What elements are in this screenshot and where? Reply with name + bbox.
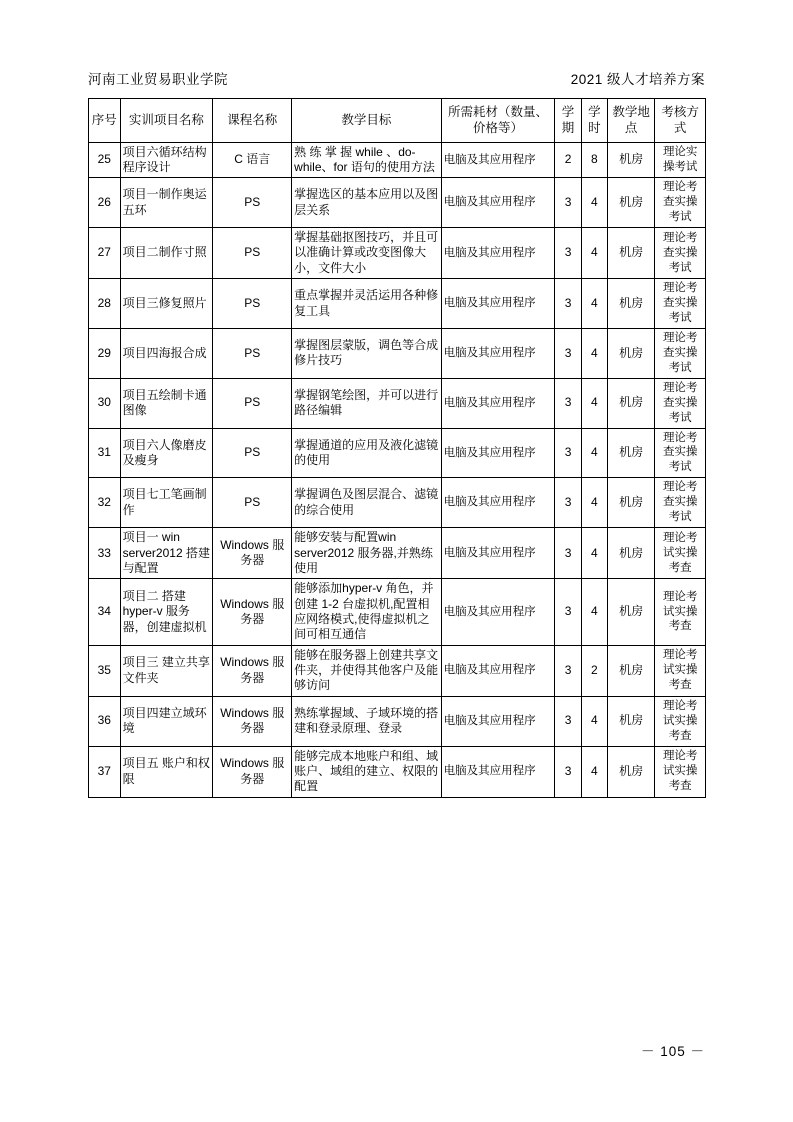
- table-row: [89, 228, 706, 279]
- cell-no: 34: [89, 579, 121, 645]
- cell-exam: 理论实操考试: [655, 142, 706, 178]
- cell-goal: 能够添加hyper-v 角色，并创建 1-2 台虚拟机,配置相应网络模式,使得虚拟机之间可相互通信: [292, 579, 442, 645]
- page-header: [88, 68, 705, 88]
- cell-hours: 8: [581, 142, 607, 178]
- cell-project: 项目一 win server2012 搭建与配置: [120, 528, 213, 579]
- cell-no: 30: [89, 378, 121, 428]
- cell-hours: 4: [581, 279, 607, 329]
- cell-course: PS: [213, 228, 292, 279]
- cell-term: 3: [555, 478, 581, 528]
- cell-exam: 理论考查实操考试: [655, 478, 706, 528]
- cell-course: Windows 服务器: [213, 528, 292, 579]
- table-row: [89, 478, 706, 528]
- cell-course: Windows 服务器: [213, 746, 292, 797]
- cell-no: 28: [89, 279, 121, 329]
- training-projects-table-wrapper: [88, 98, 706, 798]
- cell-place: 机房: [608, 142, 655, 178]
- cell-material: 电脑及其应用程序: [441, 428, 555, 478]
- page-number: － 105 －: [640, 1044, 705, 1059]
- cell-place: 机房: [608, 746, 655, 797]
- cell-material: 电脑及其应用程序: [441, 696, 555, 746]
- cell-term: 3: [555, 228, 581, 279]
- cell-place: 机房: [608, 228, 655, 279]
- cell-project: 项目七工笔画制作: [120, 478, 213, 528]
- cell-goal: 掌握基础抠图技巧，并且可以准确计算或改变图像大小，文件大小: [292, 228, 442, 279]
- column-header-material: 所需耗材（数量、价格等）: [441, 99, 555, 143]
- cell-goal: 熟练掌握域、子域环境的搭建和登录原理、登录: [292, 696, 442, 746]
- cell-no: 25: [89, 142, 121, 178]
- cell-exam: 理论考查实操考试: [655, 228, 706, 279]
- cell-place: 机房: [608, 279, 655, 329]
- cell-project: 项目二制作寸照: [120, 228, 213, 279]
- cell-project: 项目一制作奥运五环: [120, 178, 213, 228]
- cell-material: 电脑及其应用程序: [441, 645, 555, 696]
- cell-place: 机房: [608, 528, 655, 579]
- table-row: [89, 579, 706, 645]
- cell-no: 35: [89, 645, 121, 696]
- cell-goal: 掌握图层蒙版，调色等合成修片技巧: [292, 328, 442, 378]
- cell-course: PS: [213, 428, 292, 478]
- cell-hours: 4: [581, 746, 607, 797]
- cell-term: 3: [555, 178, 581, 228]
- cell-no: 36: [89, 696, 121, 746]
- cell-material: 电脑及其应用程序: [441, 579, 555, 645]
- cell-hours: 4: [581, 528, 607, 579]
- cell-exam: 理论考试实操考查: [655, 579, 706, 645]
- table-body: [89, 142, 706, 797]
- cell-exam: 理论考查实操考试: [655, 428, 706, 478]
- cell-exam: 理论考查实操考试: [655, 178, 706, 228]
- cell-goal: 能够安装与配置win server2012 服务器,并熟练使用: [292, 528, 442, 579]
- cell-hours: 4: [581, 478, 607, 528]
- cell-place: 机房: [608, 178, 655, 228]
- column-header-hours: 学时: [581, 99, 607, 143]
- cell-project: 项目三 建立共享文件夹: [120, 645, 213, 696]
- cell-term: 3: [555, 579, 581, 645]
- cell-exam: 理论考试实操考查: [655, 696, 706, 746]
- cell-course: Windows 服务器: [213, 645, 292, 696]
- cell-goal: 掌握通道的应用及液化滤镜的使用: [292, 428, 442, 478]
- cell-no: 27: [89, 228, 121, 279]
- column-header-exam: 考核方式: [655, 99, 706, 143]
- table-row: [89, 142, 706, 178]
- cell-material: 电脑及其应用程序: [441, 528, 555, 579]
- cell-material: 电脑及其应用程序: [441, 178, 555, 228]
- cell-exam: 理论考查实操考试: [655, 378, 706, 428]
- cell-goal: 能够完成本地账户和组、域账户、域组的建立、权限的配置: [292, 746, 442, 797]
- cell-goal: 能够在服务器上创建共享文件夹，并使得其他客户及能够访问: [292, 645, 442, 696]
- cell-course: PS: [213, 478, 292, 528]
- cell-hours: 4: [581, 378, 607, 428]
- cell-term: 3: [555, 328, 581, 378]
- cell-material: 电脑及其应用程序: [441, 228, 555, 279]
- column-header-term: 学期: [555, 99, 581, 143]
- cell-material: 电脑及其应用程序: [441, 279, 555, 329]
- training-projects-table: [88, 98, 706, 798]
- cell-project: 项目六循环结构程序设计: [120, 142, 213, 178]
- cell-place: 机房: [608, 645, 655, 696]
- cell-project: 项目二 搭建hyper-v 服务器，创建虚拟机: [120, 579, 213, 645]
- cell-hours: 4: [581, 428, 607, 478]
- cell-place: 机房: [608, 378, 655, 428]
- column-header-goal: 教学目标: [292, 99, 442, 143]
- cell-goal: 重点掌握并灵活运用各种修复工具: [292, 279, 442, 329]
- table-row: [89, 746, 706, 797]
- cell-place: 机房: [608, 428, 655, 478]
- cell-hours: 4: [581, 696, 607, 746]
- cell-material: 电脑及其应用程序: [441, 478, 555, 528]
- cell-exam: 理论考试实操考查: [655, 528, 706, 579]
- cell-course: C 语言: [213, 142, 292, 178]
- table-row: [89, 178, 706, 228]
- cell-exam: 理论考查实操考试: [655, 279, 706, 329]
- cell-goal: 熟 练 掌 握 while 、do-while、for 语句的使用方法: [292, 142, 442, 178]
- cell-place: 机房: [608, 579, 655, 645]
- table-row: [89, 696, 706, 746]
- cell-project: 项目四建立域环境: [120, 696, 213, 746]
- cell-place: 机房: [608, 478, 655, 528]
- table-row: [89, 378, 706, 428]
- column-header-project: 实训项目名称: [120, 99, 213, 143]
- cell-term: 3: [555, 378, 581, 428]
- cell-material: 电脑及其应用程序: [441, 746, 555, 797]
- cell-hours: 4: [581, 228, 607, 279]
- cell-hours: 4: [581, 328, 607, 378]
- cell-place: 机房: [608, 696, 655, 746]
- cell-project: 项目五绘制卡通图像: [120, 378, 213, 428]
- cell-course: Windows 服务器: [213, 696, 292, 746]
- cell-project: 项目五 账户和权限: [120, 746, 213, 797]
- cell-term: 3: [555, 746, 581, 797]
- cell-no: 29: [89, 328, 121, 378]
- table-row: [89, 645, 706, 696]
- cell-project: 项目四海报合成: [120, 328, 213, 378]
- cell-goal: 掌握选区的基本应用以及图层关系: [292, 178, 442, 228]
- cell-no: 33: [89, 528, 121, 579]
- cell-hours: 4: [581, 178, 607, 228]
- cell-term: 3: [555, 645, 581, 696]
- cell-course: Windows 服务器: [213, 579, 292, 645]
- column-header-place: 教学地点: [608, 99, 655, 143]
- table-header-row: [89, 99, 706, 143]
- cell-term: 2: [555, 142, 581, 178]
- cell-project: 项目三修复照片: [120, 279, 213, 329]
- cell-course: PS: [213, 279, 292, 329]
- cell-hours: 4: [581, 579, 607, 645]
- cell-goal: 掌握钢笔绘图，并可以进行路径编辑: [292, 378, 442, 428]
- cell-course: PS: [213, 378, 292, 428]
- cell-exam: 理论考试实操考查: [655, 645, 706, 696]
- cell-term: 3: [555, 528, 581, 579]
- cell-project: 项目六人像磨皮及瘦身: [120, 428, 213, 478]
- column-header-course: 课程名称: [213, 99, 292, 143]
- cell-no: 26: [89, 178, 121, 228]
- cell-exam: 理论考试实操考查: [655, 746, 706, 797]
- cell-hours: 2: [581, 645, 607, 696]
- cell-exam: 理论考查实操考试: [655, 328, 706, 378]
- cell-term: 3: [555, 428, 581, 478]
- table-row: [89, 428, 706, 478]
- cell-place: 机房: [608, 328, 655, 378]
- cell-material: 电脑及其应用程序: [441, 378, 555, 428]
- cell-no: 37: [89, 746, 121, 797]
- header-institution: 河南工业贸易职业学院: [88, 72, 228, 87]
- cell-material: 电脑及其应用程序: [441, 142, 555, 178]
- cell-no: 31: [89, 428, 121, 478]
- cell-material: 电脑及其应用程序: [441, 328, 555, 378]
- cell-course: PS: [213, 328, 292, 378]
- table-row: [89, 528, 706, 579]
- table-row: [89, 279, 706, 329]
- cell-goal: 掌握调色及图层混合、滤镜的综合使用: [292, 478, 442, 528]
- table-row: [89, 328, 706, 378]
- cell-term: 3: [555, 279, 581, 329]
- header-document-title: 2021 级人才培养方案: [570, 72, 705, 87]
- cell-no: 32: [89, 478, 121, 528]
- cell-term: 3: [555, 696, 581, 746]
- cell-course: PS: [213, 178, 292, 228]
- column-header-no: 序号: [89, 99, 121, 143]
